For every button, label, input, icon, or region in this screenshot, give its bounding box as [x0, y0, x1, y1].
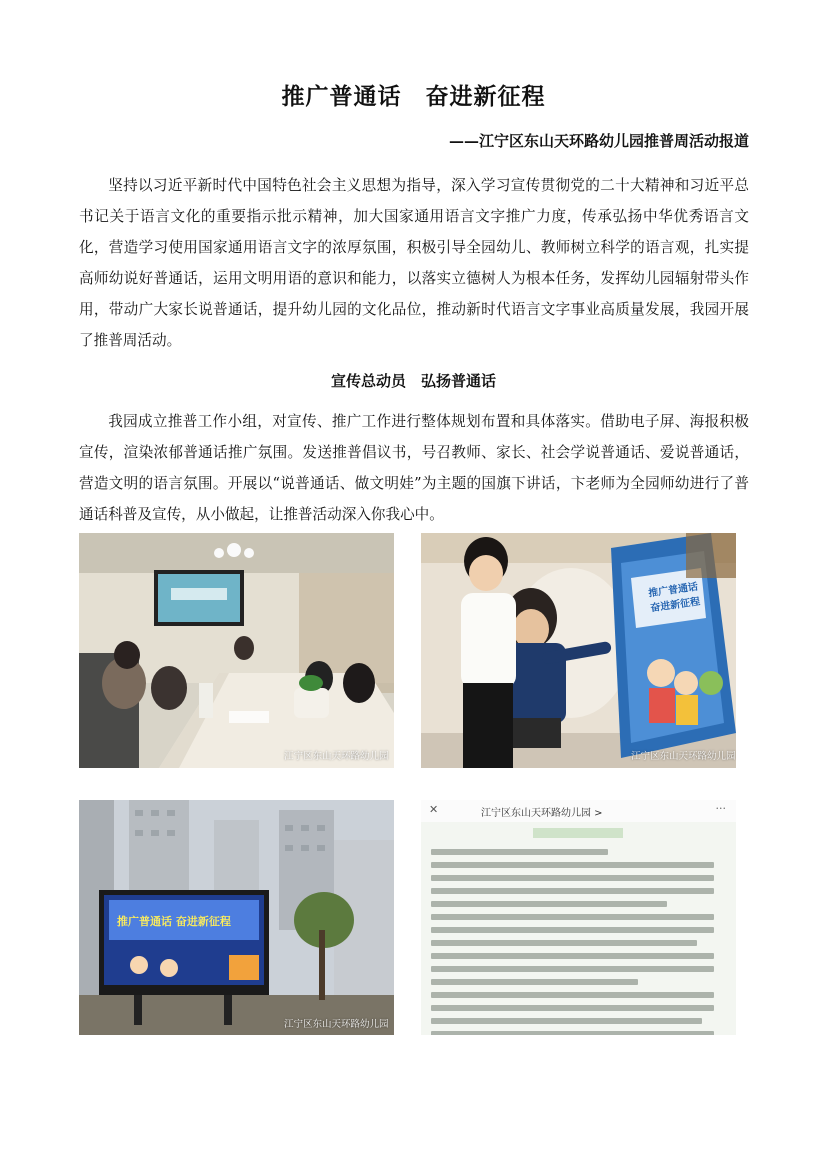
section-paragraph: 我园成立推普工作小组，对宣传、推广工作进行整体规划布置和具体落实。借助电子屏、海报积极宣传，渲染浓郁普通话推广氛围。发送推普倡议书，号召教师、家长、社会学说普通话、爱说普通话，营造文明的语言氛围。开展以“说普通话、做文明娃”为主题的国旗下讲话，卞老师为全园师幼进行了普通话科普及宣传，从小做起，让推普活动深入你我心中。 [79, 413, 749, 523]
more-icon: ··· [715, 802, 726, 815]
proposal-screenshot [421, 800, 736, 1035]
close-icon: ✕ [429, 803, 439, 816]
poster-photo [421, 533, 736, 768]
poster-text: 推广普通话 奋进新征程 [647, 581, 701, 615]
article-subtitle: ——江宁区东山天环路幼儿园推普周活动报道 [448, 132, 749, 150]
billboard-text: 推广普通话 奋进新征程 [117, 915, 231, 928]
doc-tag [533, 828, 623, 838]
photo-watermark: 江宁区东山天环路幼儿园 [284, 751, 389, 762]
billboard-photo [79, 800, 394, 1035]
doc-header: 江宁区东山天环路幼儿园 > [481, 808, 603, 819]
meeting-photo [79, 533, 394, 768]
photo-watermark: 江宁区东山天环路幼儿园 [284, 1019, 389, 1030]
article-title: 推广普通话 奋进新征程 [281, 83, 546, 110]
section-title: 宣传总动员 弘扬普通话 [330, 372, 496, 390]
photo-watermark: 江宁区东山天环路幼儿园 [631, 751, 736, 762]
doc-text-lines [431, 842, 726, 1035]
intro-paragraph: 坚持以习近平新时代中国特色社会主义思想为指导，深入学习宣传贯彻党的二十大精神和习近平总书记关于语言文化的重要指示批示精神，加大国家通用语言文字推广力度，传承弘扬中华优秀语言文化，营造学习使用国家通用语言文字的浓厚氛围，积极引导全园幼儿、教师树立科学的语言观，扎实提高师幼说好普通话，运用文明用语的意识和能力，以落实立德树人为根本任务，发挥幼儿园辐射带头作用，带动广大家长说普通话，提升幼儿园的文化品位，推动新时代语言文字事业高质量发展，我园开展了推普周活动。 [79, 177, 749, 349]
